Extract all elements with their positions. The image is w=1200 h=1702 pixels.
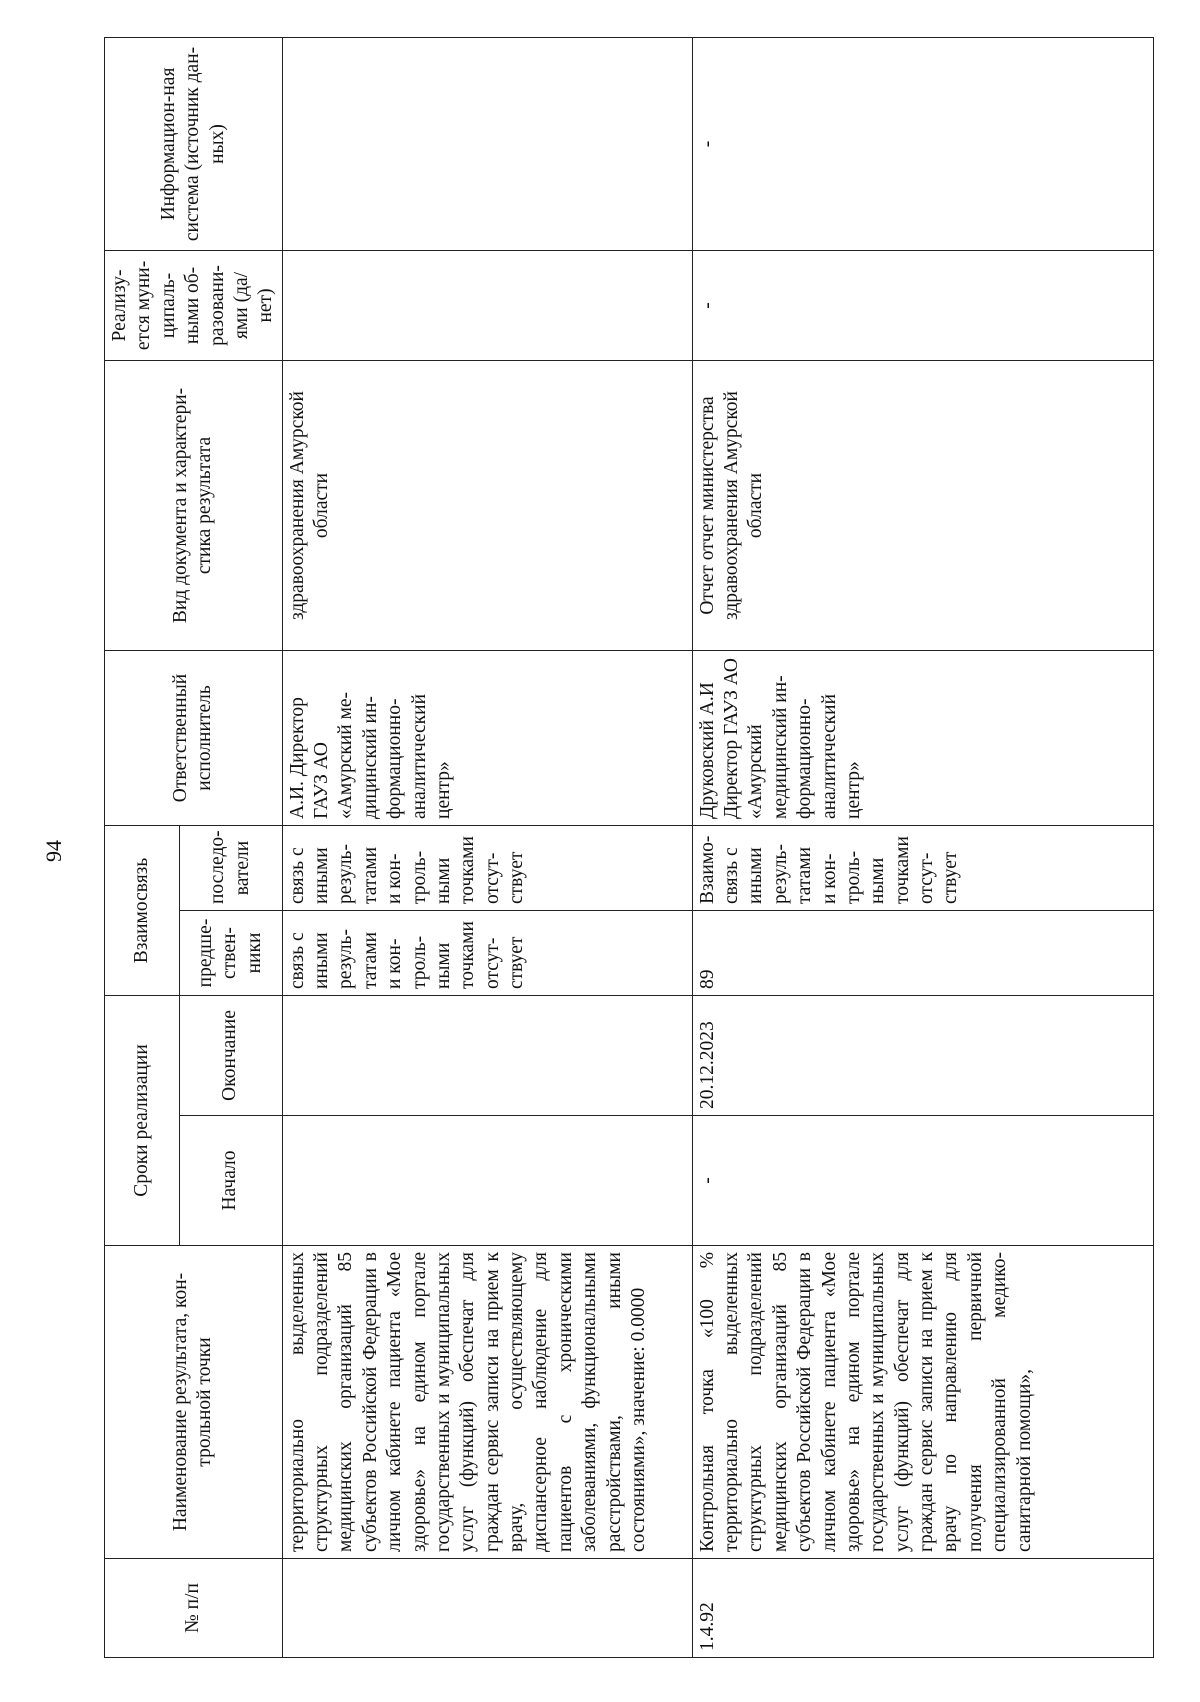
header-start: Начало xyxy=(179,1116,282,1246)
cell-document: Отчет отчет министерства здравоохранения Амурской области xyxy=(692,360,1153,650)
cell-successors: связь с иными резуль-татами и кон-троль-ными точками отсут-ствует xyxy=(282,825,692,910)
cell-municipal: - xyxy=(692,250,1153,360)
cell-municipal xyxy=(282,250,692,360)
cell-responsible: Друковский А.И Директор ГАУЗ АО «Амурский медицинский ин-формационно-аналитический центр» xyxy=(692,650,1153,825)
cell-predecessors: связь с иными резуль-татами и кон-троль-ными точками отсут-ствует xyxy=(282,911,692,996)
header-terms: Сроки реализации xyxy=(105,996,180,1246)
header-info-system: Информацион-ная система (источник дан-ных) xyxy=(105,37,283,250)
cell-name: Контрольная точка «100 % территориально выделенных структурных подразделений медицинских организаций 85 субъектов Российской Федерации в личном кабинете пациента «Мое здоровье» на едином портале государственных и муниципальных услуг (функций) обеспечат для граждан сервис записи на прием к врачу по направлению для получения первичной специализированной медико-санитарной помощи», xyxy=(692,1246,1153,1559)
results-table xyxy=(104,37,1154,1658)
cell-info-system xyxy=(282,37,692,250)
cell-end: 20.12.2023 xyxy=(692,996,1153,1116)
cell-start xyxy=(282,1116,692,1246)
cell-num xyxy=(282,1559,692,1658)
cell-info-system: - xyxy=(692,37,1153,250)
header-municipal: Реализу-ется муни-ципаль-ными об-разовани-ями (да/нет) xyxy=(105,250,283,360)
header-num: № п/п xyxy=(105,1559,283,1658)
cell-end xyxy=(282,996,692,1116)
header-name: Наименование результата, кон-трольной точки xyxy=(105,1246,283,1559)
cell-document: здравоохранения Амурской области xyxy=(282,360,692,650)
header-responsible: Ответственный исполнитель xyxy=(105,650,283,825)
table-row xyxy=(282,37,692,1657)
cell-start: - xyxy=(692,1116,1153,1246)
cell-successors: Взаимо-связь с иными резуль-татами и кон-троль-ными точками отсут-ствует xyxy=(692,825,1153,910)
header-end: Окончание xyxy=(179,996,282,1116)
cell-name: территориально выделенных структурных подразделений медицинских организаций 85 субъектов Российской Федерации в личном кабинете пациента «Мое здоровье» на едином портале государственных и муниципальных услуг (функций) обеспечат для граждан сервис записи на прием к врачу, осуществляющему диспансерное наблюдение для пациентов с хроническими заболеваниями, функциональными расстройствами, иными состояниями», значение: 0.0000 xyxy=(282,1246,692,1559)
header-predecessors: предше-ствен-ники xyxy=(179,911,282,996)
cell-predecessors: 89 xyxy=(692,911,1153,996)
header-successors: последо-ватели xyxy=(179,825,282,910)
cell-num: 1.4.92 xyxy=(692,1559,1153,1658)
cell-responsible: А.И. Директор ГАУЗ АО «Амурский ме-дицинский ин-формационно-аналитический центр» xyxy=(282,650,692,825)
header-row-1 xyxy=(105,37,180,1657)
header-document: Вид документа и характери-стика результата xyxy=(105,360,283,650)
header-relation: Взаимосвязь xyxy=(105,825,180,995)
page-number: 94 xyxy=(41,840,66,862)
table-row xyxy=(692,37,1153,1657)
